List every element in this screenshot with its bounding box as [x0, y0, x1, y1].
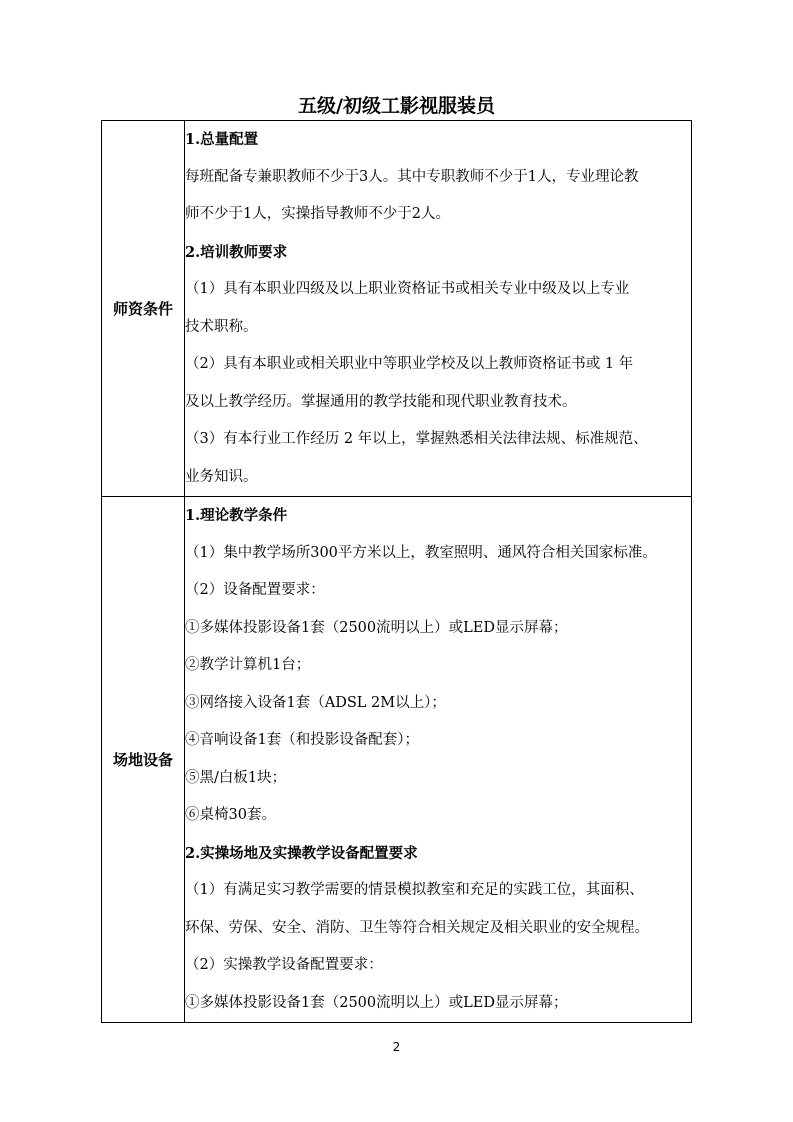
content-line: ⑥桌椅30套。: [185, 807, 276, 823]
section-content-facilities: [185, 497, 692, 1023]
content-line: （2）设备配置要求：: [185, 582, 325, 598]
content-line: ①多媒体投影设备1套（2500流明以上）或LED显示屏幕；: [185, 994, 568, 1011]
content-line: （2）具有本职业或相关职业中等职业学校及以上教师资格证书或 1 年: [185, 356, 634, 372]
content-line: ⑤黑/白板1块；: [185, 769, 287, 786]
content-line: （2）实操教学设备配置要求：: [185, 957, 383, 973]
content-line: （3）有本行业工作经历 2 年以上，掌握熟悉相关法律法规、标准规范、: [185, 431, 648, 447]
section-label-faculty: 师资条件: [102, 121, 185, 497]
content-line: ④音响设备1套（和投影设备配套）；: [185, 732, 419, 748]
section-heading: 1.总量配置: [185, 131, 259, 148]
content-line: ③网络接入设备1套（ADSL 2M以上）；: [185, 694, 446, 711]
content-line: （1）具有本职业四级及以上职业资格证书或相关专业中级及以上专业: [185, 281, 630, 297]
content-line: （1）有满足实习教学需要的情景模拟教室和充足的实践工位，其面积、: [185, 882, 644, 898]
section-heading: 2.实操场地及实操教学设备配置要求: [185, 844, 418, 862]
table-row: [102, 121, 692, 497]
content-line: ②教学计算机1台；: [185, 657, 311, 673]
page-title: 五级/初级工影视服装员: [298, 95, 495, 117]
section-heading: 1.理论教学条件: [185, 507, 288, 524]
table-row: [102, 497, 692, 1023]
content-line: 业务知识。: [185, 468, 258, 485]
content-line: ①多媒体投影设备1套（2500流明以上）或LED显示屏幕；: [185, 619, 568, 636]
content-line: 技术职称。: [185, 318, 258, 335]
section-label-facilities: 场地设备: [102, 497, 185, 1023]
requirements-table: [101, 120, 692, 1023]
section-content-faculty: [185, 121, 692, 497]
content-line: 及以上教学经历。掌握通用的教学技能和现代职业教育技术。: [185, 393, 577, 410]
content-line: 每班配备专兼职教师不少于3人。其中专职教师不少于1人，专业理论教: [185, 168, 639, 185]
content-line: 师不少于1人，实操指导教师不少于2人。: [185, 206, 450, 222]
content-line: 环保、劳保、安全、消防、卫生等符合相关规定及相关职业的安全规程。: [185, 919, 649, 936]
page-number: 2: [392, 1040, 401, 1054]
content-line: （1）集中教学场所300平方米以上，教室照明、通风符合相关国家标准。: [185, 544, 657, 561]
section-heading: 2.培训教师要求: [185, 243, 288, 261]
